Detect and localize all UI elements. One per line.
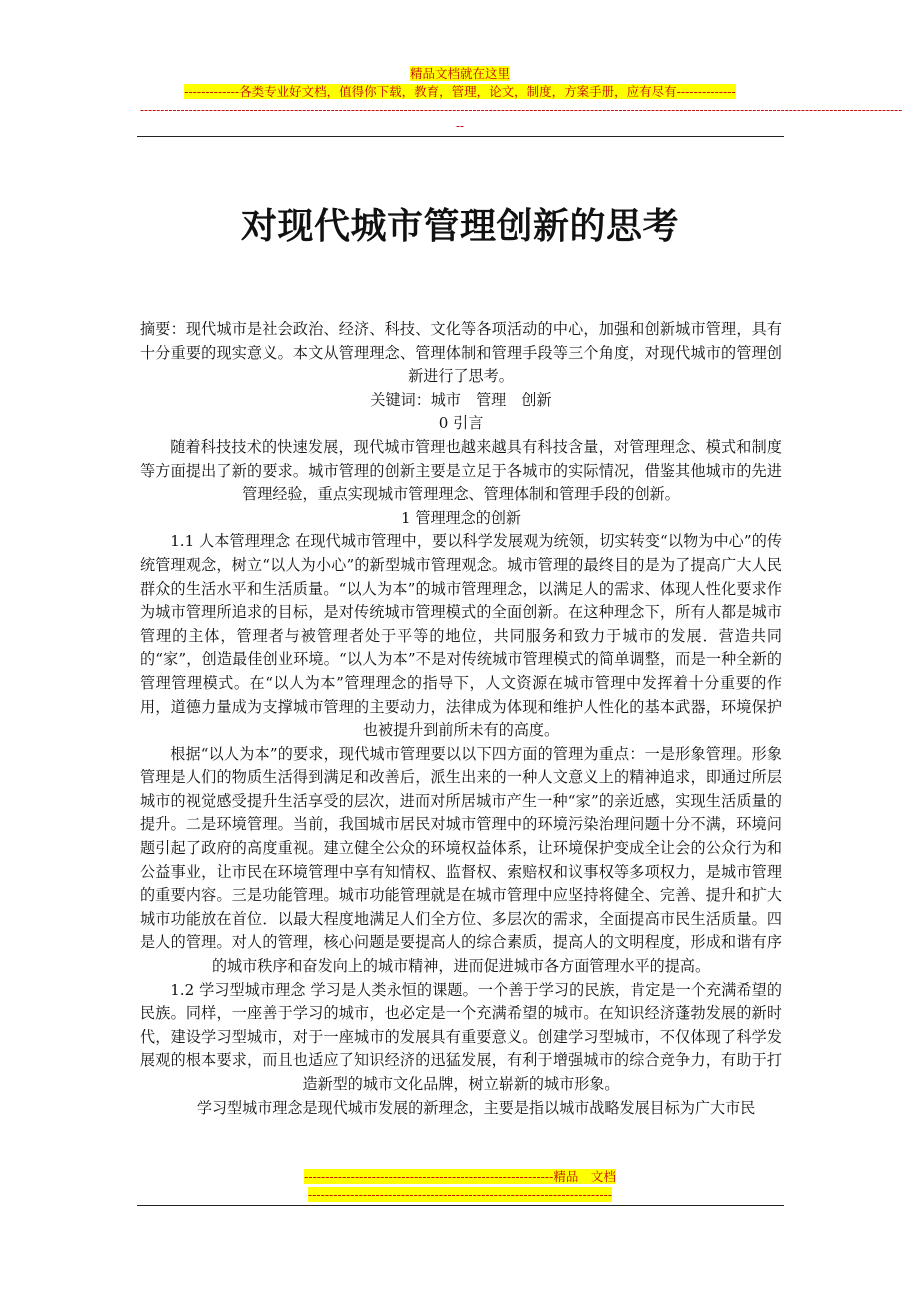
keywords-line: 关键词：城市 管理 创新 [370,390,552,409]
section-0-paragraph: 随着科技技术的快速发展，现代城市管理也越来越具有科技含量，对管理理念、模式和制度等方面提出了新的要求。城市管理的创新主要是立足于各城市的实际情况，借鉴其他城市的先进管理经验，重点实现城市管理理念、管理体制和管理手段的创新。 [140,437,782,504]
section-1-1-paragraph: 1.1 人本管理理念 在现代城市管理中，要以科学发展观为统领，切实转变“以物为中心”的传统管理观念，树立“以人为小心”的新型城市管理观念。城市管理的最终目的是为了提高广大人民群众的生活水平和生活质量。“以人为本”的城市管理理念，以满足人的需求、体现人性化要求作为城市管理所追求的目标，是对传统城市管理模式的全面创新。在这种理念下，所有人都是城市管理的主体，管理者与被管理者处于平等的地位，共同服务和致力于城市的发展．营造共同的“家”，创造最佳创业环境。“以人为本”不是对传统城市管理模式的简单调整，而是一种全新的管理管理模式。在“以人为本”管理理念的指导下，人文资源在城市管理中发挥着十分重要的作用，道德力量成为支撑城市管理的主要动力，法律成为体现和维护人性化的基本武器，环境保护也被提升到前所未有的高度。 [140,532,782,740]
footer-line-1 [0,1169,920,1185]
header-dash-tail: -- [455,119,465,133]
section-1-heading: 1 管理理念的创新 [400,508,522,527]
footer-divider [137,1205,784,1206]
header-dash-line: -------------------------------------------------------------------------------------------------------------------------------------------------------------------------------------------- [140,103,903,117]
section-0-heading: 0 引言 [438,414,484,433]
footer-line-2 [0,1187,920,1203]
header-banner-title-text: 精品文档就在这里 [409,66,510,81]
abstract-paragraph: 摘要：现代城市是社会政治、经济、科技、文化等各项活动的中心，加强和创新城市管理，具有十分重要的现实意义。本文从管理理念、管理体制和管理手段等三个角度，对现代城市的管理创新进行了思考。 [140,320,782,386]
header-banner-title [0,66,920,82]
section-1-1-paragraph-2: 根据“以人为本”的要求，现代城市管理要以以下四方面的管理为重点：一是形象管理。形象管理是人们的物质生活得到满足和改善后，派生出来的一种人文意义上的精神追求，即通过所层城市的视觉感受提升生活享受的层次，进而对所居城市产生一种“家”的亲近感，实现生活质量的提升。二是环境管理。当前，我国城市居民对城市管理中的环境污染治理问题十分不满，环境问题引起了政府的高度重视。建立健全公众的环境权益体系，让环境保护变成全让会的公众行为和公益事业，让市民在环境管理中享有知情权、监督权、索赔权和议事权等多项权力，是城市管理的重要内容。三是功能管理。城市功能管理就是在城市管理中应坚持将健全、完善、提升和扩大城市功能放在首位．以最大程度地满足人们全方位、多层次的需求，全面提高市民生活质量。四是人的管理。对人的管理，核心问题是要提高人的综合素质，提高人的文明程度，形成和谐有序的城市秩序和奋发向上的城市精神，进而促进城市各方面管理水平的提高。 [140,744,782,976]
document-title: 对现代城市管理创新的思考 [240,206,679,247]
header-banner-line-text: -------------各类专业好文档，值得你下载，教育，管理，论文，制度，方案手册，应有尽有-------------- [184,84,736,99]
header-divider [137,136,784,137]
footer-line-1-text: -----------------------------------------------------------精品 文档 [304,1169,616,1184]
footer-line-2-text: ------------------------------------------------------------------------ [307,1187,613,1202]
header-banner-line [0,84,920,100]
document-body [140,318,782,1120]
section-1-2-paragraph-2: 学习型城市理念是现代城市发展的新理念，主要是指以城市战略发展目标为广大市民 [196,1098,756,1117]
section-1-2-paragraph: 1.2 学习型城市理念 学习是人类永恒的课题。一个善于学习的民族，肯定是一个充满希望的民族。同样，一座善于学习的城市，也必定是一个充满希望的城市。在知识经济蓬勃发展的新时代，建设学习型城市，对于一座城市的发展具有重要意义。创建学习型城市，不仅体现了科学发展观的根本要求，而且也适应了知识经济的迅猛发展，有利于增强城市的综合竞争力，有助于打造新型的城市文化品牌，树立崭新的城市形象。 [140,980,782,1093]
